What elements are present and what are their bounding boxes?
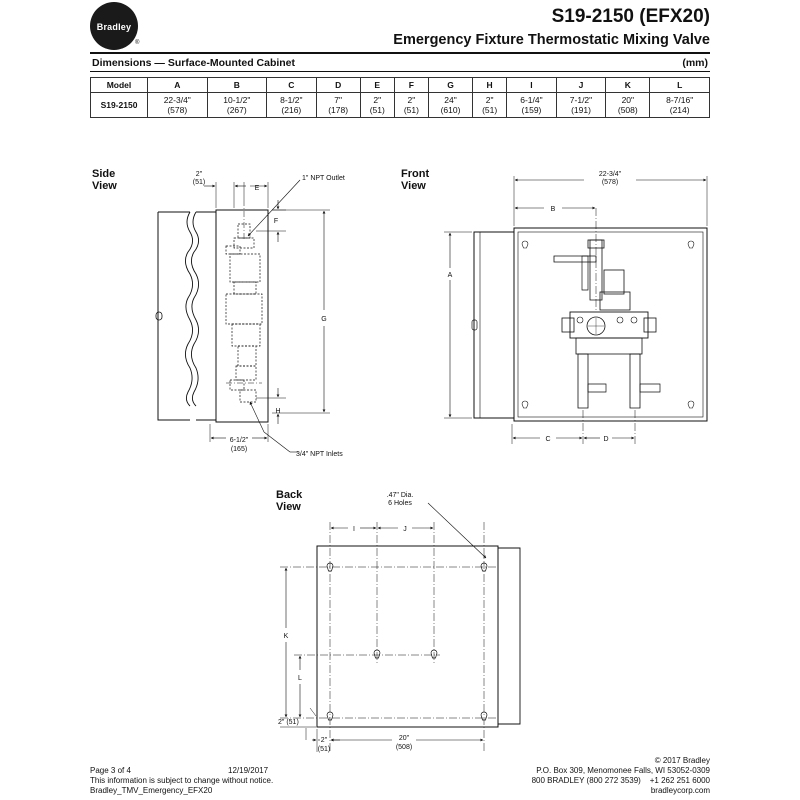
address: P.O. Box 309, Menomonee Falls, WI 53052-0309 <box>536 766 710 775</box>
model-cell: S19-2150 <box>91 93 148 118</box>
front-letter-c: C <box>545 436 551 443</box>
dim-cell-e: 2" (51) <box>360 93 394 118</box>
side-letter-g: G <box>321 316 327 323</box>
document-id: Bradley_TMV_Emergency_EFX20 <box>90 786 213 795</box>
registered-mark: ® <box>135 40 140 46</box>
footer-right <box>532 756 710 796</box>
dim-cell-b: 10-1/2" (267) <box>207 93 267 118</box>
col-header: F <box>394 78 428 93</box>
back-dim-bottom-mid-metric: (508) <box>395 744 413 751</box>
col-header: J <box>556 78 606 93</box>
back-letter-l: L <box>298 675 302 682</box>
back-letter-i: I <box>353 526 355 533</box>
dim-cell-i: 6-1/4" (159) <box>507 93 557 118</box>
back-letter-k: K <box>283 633 289 640</box>
document-subtitle: Emergency Fixture Thermostatic Mixing Valve <box>393 32 710 48</box>
col-header: K <box>606 78 650 93</box>
website-link[interactable]: bradleycorp.com <box>650 786 710 795</box>
col-header: E <box>360 78 394 93</box>
col-header: L <box>650 78 710 93</box>
outlet-callout: 1" NPT Outlet <box>302 175 345 182</box>
col-header: A <box>148 78 208 93</box>
side-letter-f: F <box>273 218 279 225</box>
front-letter-a: A <box>447 272 453 279</box>
side-view-label: Side View <box>92 168 117 192</box>
dim-cell-j: 7-1/2" (191) <box>556 93 606 118</box>
dim-cell-l: 8-7/16" (214) <box>650 93 710 118</box>
side-dim-top-metric: (51) <box>192 179 206 186</box>
front-view-label: Front View <box>401 168 430 192</box>
footer-date: 12/19/2017 <box>228 766 269 775</box>
dim-cell-d: 7" (178) <box>316 93 360 118</box>
holes-note-line2: 6 Holes <box>388 500 412 507</box>
unit-label: (mm) <box>682 57 708 69</box>
back-view-drawing <box>280 503 520 752</box>
phone-main: 800 BRADLEY (800 272 3539) <box>531 776 641 785</box>
section-heading: Dimensions — Surface-Mounted Cabinet <box>92 57 296 69</box>
front-letter-b: B <box>550 206 556 213</box>
copyright: © 2017 Bradley <box>654 756 710 765</box>
col-header: Model <box>91 78 148 93</box>
back-dim-bottom-mid-imperial: 20" <box>398 735 410 742</box>
dim-cell-k: 20" (508) <box>606 93 650 118</box>
col-header: B <box>207 78 267 93</box>
col-header: H <box>473 78 507 93</box>
logo-text: Bradley <box>96 22 132 32</box>
side-dim-bottom-metric: (165) <box>230 446 248 453</box>
front-dim-width-imperial: 22-3/4" <box>598 171 622 178</box>
dim-cell-g: 24" (610) <box>428 93 472 118</box>
dim-cell-h: 2" (51) <box>473 93 507 118</box>
col-header: D <box>316 78 360 93</box>
phone-intl: +1 262 251 6000 <box>649 776 710 785</box>
back-view-label: Back View <box>276 489 303 513</box>
side-view-drawing <box>156 180 330 452</box>
side-letter-h: H <box>275 408 281 415</box>
back-dim-bottom-left-imperial: 2" <box>320 737 328 744</box>
front-view-drawing <box>444 176 707 444</box>
side-dim-top-imperial: 2" <box>195 171 203 178</box>
change-notice: This information is subject to change without notice. <box>90 776 274 785</box>
back-dim-bottom-left-metric: (51) <box>317 746 331 753</box>
col-header: G <box>428 78 472 93</box>
dim-cell-f: 2" (51) <box>394 93 428 118</box>
back-dim-left-bottom: 2" (51) <box>278 719 299 726</box>
inlets-callout: 3/4" NPT Inlets <box>296 451 343 458</box>
back-letter-j: J <box>403 526 407 533</box>
page-number: Page 3 of 4 <box>90 766 131 775</box>
document-title: S19-2150 (EFX20) <box>551 6 710 27</box>
holes-note-line1: .47" Dia. <box>386 492 414 499</box>
col-header: C <box>267 78 317 93</box>
front-dim-width-metric: (578) <box>601 179 619 186</box>
dim-cell-c: 8-1/2" (216) <box>267 93 317 118</box>
side-dim-bottom-imperial: 6-1/2" <box>229 437 249 444</box>
col-header: I <box>507 78 557 93</box>
front-letter-d: D <box>603 436 609 443</box>
side-letter-e: E <box>254 185 260 192</box>
contact-line <box>532 776 710 786</box>
dim-cell-a: 22-3/4" (578) <box>148 93 208 118</box>
